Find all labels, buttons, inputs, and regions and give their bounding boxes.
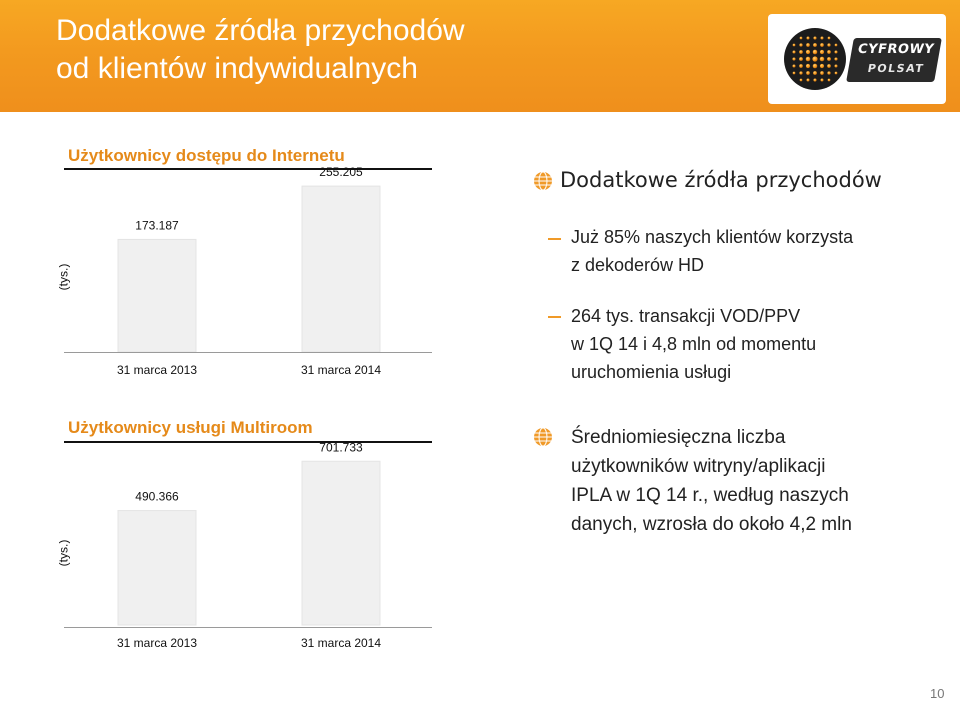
bar-2 bbox=[302, 186, 380, 352]
page-title-line-2: od klientów indywidualnych bbox=[56, 52, 418, 85]
logo-text-polsat: POLSAT bbox=[866, 62, 926, 75]
ipla-line-1: Średniomiesięczna liczba bbox=[571, 427, 786, 448]
bar-1 bbox=[118, 239, 196, 352]
bar-value-label: 701.733 bbox=[319, 440, 363, 455]
globe-bullet-icon bbox=[533, 171, 553, 191]
company-logo bbox=[768, 14, 946, 104]
chart-multiroom-unit-label: (tys.) bbox=[56, 539, 71, 567]
chart-internet-title: Użytkownicy dostępu do Internetu bbox=[68, 146, 345, 165]
sub-item-vod-line-2: w 1Q 14 i 4,8 mln od momentu bbox=[571, 334, 817, 354]
sub-item-vod-line-3: uruchomienia usługi bbox=[571, 362, 732, 382]
chart-internet-baseline bbox=[64, 352, 432, 353]
page-title-line-1: Dodatkowe źródła przychodów bbox=[56, 14, 465, 47]
globe-bullet-icon bbox=[533, 427, 553, 447]
ipla-line-3: IPLA w 1Q 14 r., według naszych bbox=[571, 485, 849, 506]
bar-value-label: 173.187 bbox=[135, 218, 179, 233]
chart-multiroom-baseline bbox=[64, 627, 432, 628]
globe-logo-icon bbox=[782, 26, 848, 92]
chart-internet-unit-label: (tys.) bbox=[56, 263, 71, 291]
dash-bullet-icon bbox=[548, 238, 561, 240]
ipla-bullet-text bbox=[571, 423, 951, 539]
bar-value-label: 490.366 bbox=[135, 489, 179, 504]
bar-1 bbox=[118, 511, 196, 625]
chart-multiroom bbox=[64, 440, 432, 658]
page-number: 10 bbox=[930, 686, 945, 701]
dash-bullet-icon bbox=[548, 316, 561, 318]
ipla-line-2: użytkowników witryny/aplikacji bbox=[571, 456, 826, 477]
page-title bbox=[56, 12, 465, 88]
chart-multiroom-title: Użytkownicy usługi Multiroom bbox=[68, 418, 313, 437]
category-label: 31 marca 2014 bbox=[300, 636, 382, 650]
category-label: 31 marca 2014 bbox=[300, 363, 382, 377]
category-label: 31 marca 2013 bbox=[116, 636, 198, 650]
ipla-line-4: danych, wzrosła do około 4,2 mln bbox=[571, 514, 852, 535]
sub-item-hd bbox=[571, 223, 951, 279]
sub-item-hd-line-1: Już 85% naszych klientów korzysta bbox=[571, 227, 854, 247]
category-label: 31 marca 2013 bbox=[116, 363, 198, 377]
sub-item-vod bbox=[571, 302, 951, 386]
right-heading: Dodatkowe źródła przychodów bbox=[560, 168, 882, 192]
logo-text-cyfrowy: CYFROWY bbox=[856, 42, 936, 57]
bar-2 bbox=[302, 461, 380, 625]
sub-item-vod-line-1: 264 tys. transakcji VOD/PPV bbox=[571, 306, 801, 326]
header-band bbox=[0, 0, 960, 112]
sub-item-hd-line-2: z dekoderów HD bbox=[571, 255, 705, 275]
bar-value-label: 255.205 bbox=[319, 165, 363, 180]
